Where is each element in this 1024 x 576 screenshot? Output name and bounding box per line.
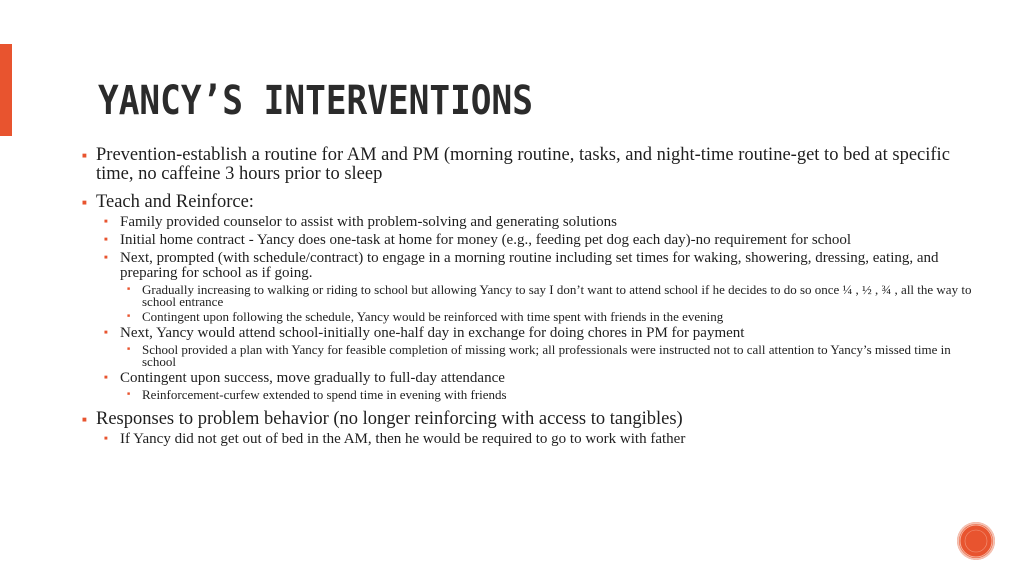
bullet-text: Responses to problem behavior (no longer reinforcing with access to tangibles) <box>96 409 683 429</box>
square-bullet-icon: ■ <box>104 255 108 261</box>
bullet-text: Prevention-establish a routine for AM and PM (morning routine, tasks, and night-time routine-get to bed at specific time, no caffeine 3 hours prior to sleep <box>96 145 950 184</box>
square-bullet-icon: ■ <box>127 287 131 292</box>
bullet-item <box>78 284 978 308</box>
bullet-item <box>78 146 978 184</box>
square-bullet-icon: ■ <box>127 347 131 352</box>
square-bullet-icon: ■ <box>104 375 108 381</box>
square-bullet-icon: ■ <box>127 314 131 319</box>
bullet-item <box>78 371 978 386</box>
square-bullet-icon: ■ <box>82 198 87 207</box>
square-bullet-icon: ■ <box>82 151 87 160</box>
slide-title: YANCY’S INTERVENTIONS <box>98 78 533 124</box>
bullet-item <box>78 233 978 248</box>
bullet-item <box>78 410 978 429</box>
bullet-text: Contingent upon following the schedule, Yancy would be reinforced with time spent with friends in the evening <box>142 309 724 324</box>
square-bullet-icon: ■ <box>104 330 108 336</box>
square-bullet-icon: ■ <box>104 237 108 243</box>
bullet-text: Next, prompted (with schedule/contract) to engage in a morning routine including set times for waking, showering, dressing, eating, and preparing for school as if going. <box>120 250 939 281</box>
bullet-text: Contingent upon success, move gradually to full-day attendance <box>120 370 505 386</box>
bullet-item <box>78 215 978 230</box>
bullet-item <box>78 251 978 281</box>
bullet-text: Family provided counselor to assist with problem-solving and generating solutions <box>120 214 618 230</box>
bullet-text: School provided a plan with Yancy for feasible completion of missing work; all professionals were instructed not to call attention to Yancy’s missed time in school <box>142 342 951 369</box>
bullet-text: Teach and Reinforce: <box>96 192 254 212</box>
bullet-text: Next, Yancy would attend school-initially one-half day in exchange for doing chores in PM for payment <box>120 325 745 341</box>
bullet-item <box>78 389 978 401</box>
bullet-item <box>78 193 978 212</box>
bullet-item <box>78 344 978 368</box>
bullet-item <box>78 432 978 447</box>
square-bullet-icon: ■ <box>104 219 108 225</box>
orange-circle-logo-icon <box>957 522 995 560</box>
bullet-item <box>78 311 978 323</box>
bullet-item <box>78 326 978 341</box>
bullet-text: Gradually increasing to walking or riding to school but allowing Yancy to say I don’t want to attend school if he decides to do so once ¼ , ½ , ¾ , all the way to school entrance <box>142 282 972 309</box>
bullet-text: If Yancy did not get out of bed in the AM, then he would be required to go to work with father <box>120 431 686 447</box>
accent-bar <box>0 44 12 136</box>
square-bullet-icon: ■ <box>127 392 131 397</box>
bullet-list <box>78 146 978 447</box>
bullet-text: Initial home contract - Yancy does one-task at home for money (e.g., feeding pet dog each day)-no requirement for school <box>120 232 852 248</box>
square-bullet-icon: ■ <box>82 415 87 424</box>
square-bullet-icon: ■ <box>104 436 108 442</box>
bullet-text: Reinforcement-curfew extended to spend time in evening with friends <box>142 387 507 402</box>
